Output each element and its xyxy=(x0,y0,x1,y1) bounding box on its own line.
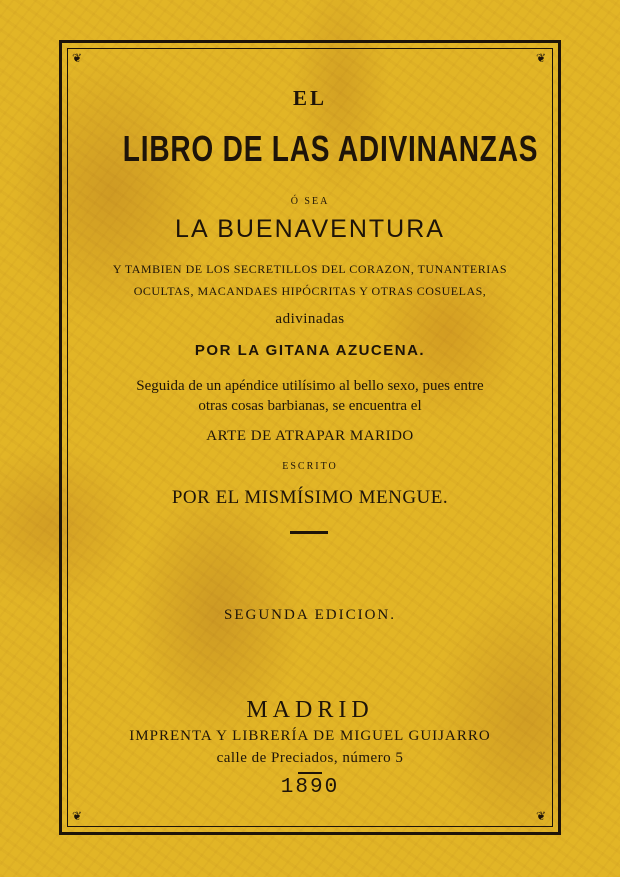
title-article: EL xyxy=(292,86,327,110)
appendix-line-2: otras cosas barbianas, se encuentra el xyxy=(198,398,422,414)
description-line-2: OCULTAS, MACANDAES HIPÓCRITAS Y OTRAS COSUELAS, xyxy=(133,284,487,298)
written-by-line: POR EL MISMÍSIMO MENGUE. xyxy=(171,487,449,508)
printer-address: calle de Preciados, número 5 xyxy=(216,750,404,766)
adivinadas-text: adivinadas xyxy=(275,311,345,327)
scroll-flourish-icon: ❦ xyxy=(72,809,83,823)
scroll-flourish-icon: ❦ xyxy=(536,809,547,823)
escrito-label: ESCRITO xyxy=(282,461,338,472)
appendix-line-1: Seguida de un apéndice utilísimo al bello sexo, pues entre xyxy=(136,378,484,394)
scroll-flourish-icon: ❦ xyxy=(536,51,547,65)
publication-year: 1890 xyxy=(280,776,340,799)
author-line: POR LA GITANA AZUCENA. xyxy=(194,342,426,359)
printer-line: IMPRENTA Y LIBRERÍA DE MIGUEL GUIJARRO xyxy=(129,728,491,744)
publication-city: MADRID xyxy=(246,697,374,723)
o-sea-conjunction: Ó SEA xyxy=(290,196,330,207)
year-rule xyxy=(298,772,322,774)
edition-label: SEGUNDA EDICION. xyxy=(224,607,396,623)
book-title: LIBRO DE LAS ADIVINANZAS xyxy=(122,128,539,169)
description-line-1: Y TAMBIEN DE LOS SECRETILLOS DEL CORAZON, TUNANTERIAS xyxy=(112,262,508,276)
book-subtitle: LA BUENAVENTURA xyxy=(175,215,445,243)
appendix-title: ARTE DE ATRAPAR MARIDO xyxy=(206,428,414,444)
scroll-flourish-icon: ❦ xyxy=(72,51,83,65)
divider-rule xyxy=(290,531,328,534)
